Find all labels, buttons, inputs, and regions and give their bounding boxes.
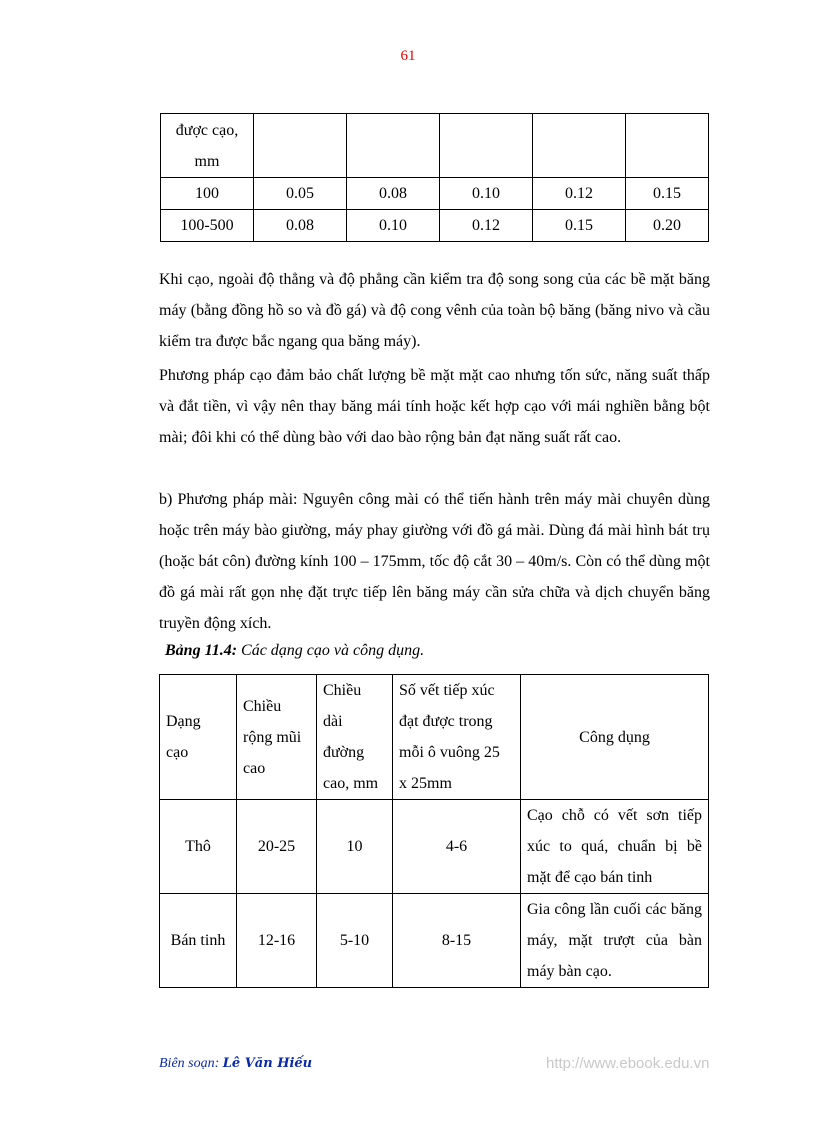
table-row <box>161 178 709 210</box>
table-header-cell <box>317 675 393 800</box>
footer-url[interactable]: http://www.ebook.edu.vn <box>546 1055 710 1072</box>
table-header-cell <box>440 114 533 178</box>
table-header-cell <box>521 675 709 800</box>
table-cell: 100-500 <box>161 210 254 242</box>
header-line: x 25mm <box>399 775 452 792</box>
paragraph: Phương pháp cạo đảm bảo chất lượng bề mặt mặt cao nhưng tốn sức, năng suất thấp và đắt tiền, vì vậy nên thay băng mái tính hoặc kết hợp cạo với mái nghiền bằng bột mài; đôi khi có thể dùng bào với dao bào rộng bản đạt năng suất rất cao. <box>159 367 710 446</box>
header-line: Công dụng <box>579 728 650 746</box>
caption-label: Bảng 11.4: <box>165 642 238 659</box>
table-cell: 8-15 <box>393 894 521 988</box>
paragraph: b) Phương pháp mài: Nguyên công mài có thể tiến hành trên máy mài chuyên dùng hoặc trên máy bào giường, máy phay giường với đồ gá mài. Dùng đá mài hình bát trụ (hoặc bát côn) đường kính 100 – 175mm, tốc độ cắt 30 – 40m/s. Còn có thể dùng một đồ gá mài rất gọn nhẹ đặt trực tiếp lên băng máy cần sửa chữa và dịch chuyển băng truyền động xích. <box>159 491 710 632</box>
header-line: mỗi ô vuông 25 <box>399 744 500 761</box>
table-cell: 10 <box>317 800 393 894</box>
table-header-cell <box>626 114 709 178</box>
table-cell: 0.10 <box>347 210 440 242</box>
header-line: dài <box>323 713 343 730</box>
table-header-cell <box>533 114 626 178</box>
table-cell: 0.12 <box>533 178 626 210</box>
table-header-row <box>160 675 709 800</box>
table-caption <box>165 642 424 660</box>
table-row <box>161 210 709 242</box>
footer-author <box>159 1056 312 1072</box>
table-cell: 0.10 <box>440 178 533 210</box>
table-header-cell <box>161 114 254 178</box>
table-header-cell <box>393 675 521 800</box>
table-cell: Cạo chỗ có vết sơn tiếp xúc to quá, chuẩn bị bề mặt để cạo bán tinh <box>521 800 709 894</box>
table-cell: 0.08 <box>347 178 440 210</box>
header-line: được cạo, <box>175 121 239 139</box>
paragraph: Khi cạo, ngoài độ thẳng và độ phẳng cần kiểm tra độ song song của các bề mặt băng máy (bằng đồng hồ so và đồ gá) và độ cong vênh của toàn bộ băng (băng nivo và cầu kiểm tra được bắc ngang qua băng máy). <box>159 271 710 350</box>
header-line: cạo <box>166 744 189 761</box>
table-cell: Gia công lần cuối các băng máy, mặt trượt của bàn máy bàn cạo. <box>521 894 709 988</box>
header-line: đạt được trong <box>399 713 493 730</box>
table-header-cell <box>237 675 317 800</box>
header-line: cao, mm <box>323 775 379 792</box>
header-line: Chiều <box>323 682 362 699</box>
table-cell: 0.15 <box>533 210 626 242</box>
page-number: 61 <box>400 48 416 64</box>
header-line: rộng mũi <box>243 728 302 746</box>
footer-label: Biên soạn: <box>159 1056 223 1071</box>
table-header-cell <box>254 114 347 178</box>
table-header-cell <box>347 114 440 178</box>
header-line: mm <box>194 152 220 170</box>
header-line: Chiều <box>243 697 282 715</box>
table-header-cell <box>160 675 237 800</box>
table-row <box>160 894 709 988</box>
table-cell: 12-16 <box>237 894 317 988</box>
caption-text: Các dạng cạo và công dụng. <box>237 642 425 659</box>
table-row <box>160 800 709 894</box>
header-line: đường <box>323 744 365 761</box>
table-cell: 0.15 <box>626 178 709 210</box>
tolerance-table <box>160 113 709 242</box>
header-line: cao <box>243 759 266 777</box>
table-cell: 0.05 <box>254 178 347 210</box>
table-cell: 4-6 <box>393 800 521 894</box>
author-name: Lê Văn Hiếu <box>222 1056 313 1071</box>
table-header-row <box>161 114 709 178</box>
table-cell: Bán tinh <box>160 894 237 988</box>
table-cell: Thô <box>160 800 237 894</box>
table-cell: 20-25 <box>237 800 317 894</box>
table-cell: 0.20 <box>626 210 709 242</box>
table-cell: 0.12 <box>440 210 533 242</box>
table-cell: 5-10 <box>317 894 393 988</box>
table-cell: 0.08 <box>254 210 347 242</box>
header-line: Dạng <box>166 713 201 730</box>
scraping-types-table <box>159 674 709 988</box>
header-line: Số vết tiếp xúc <box>399 682 495 699</box>
table-cell: 100 <box>161 178 254 210</box>
